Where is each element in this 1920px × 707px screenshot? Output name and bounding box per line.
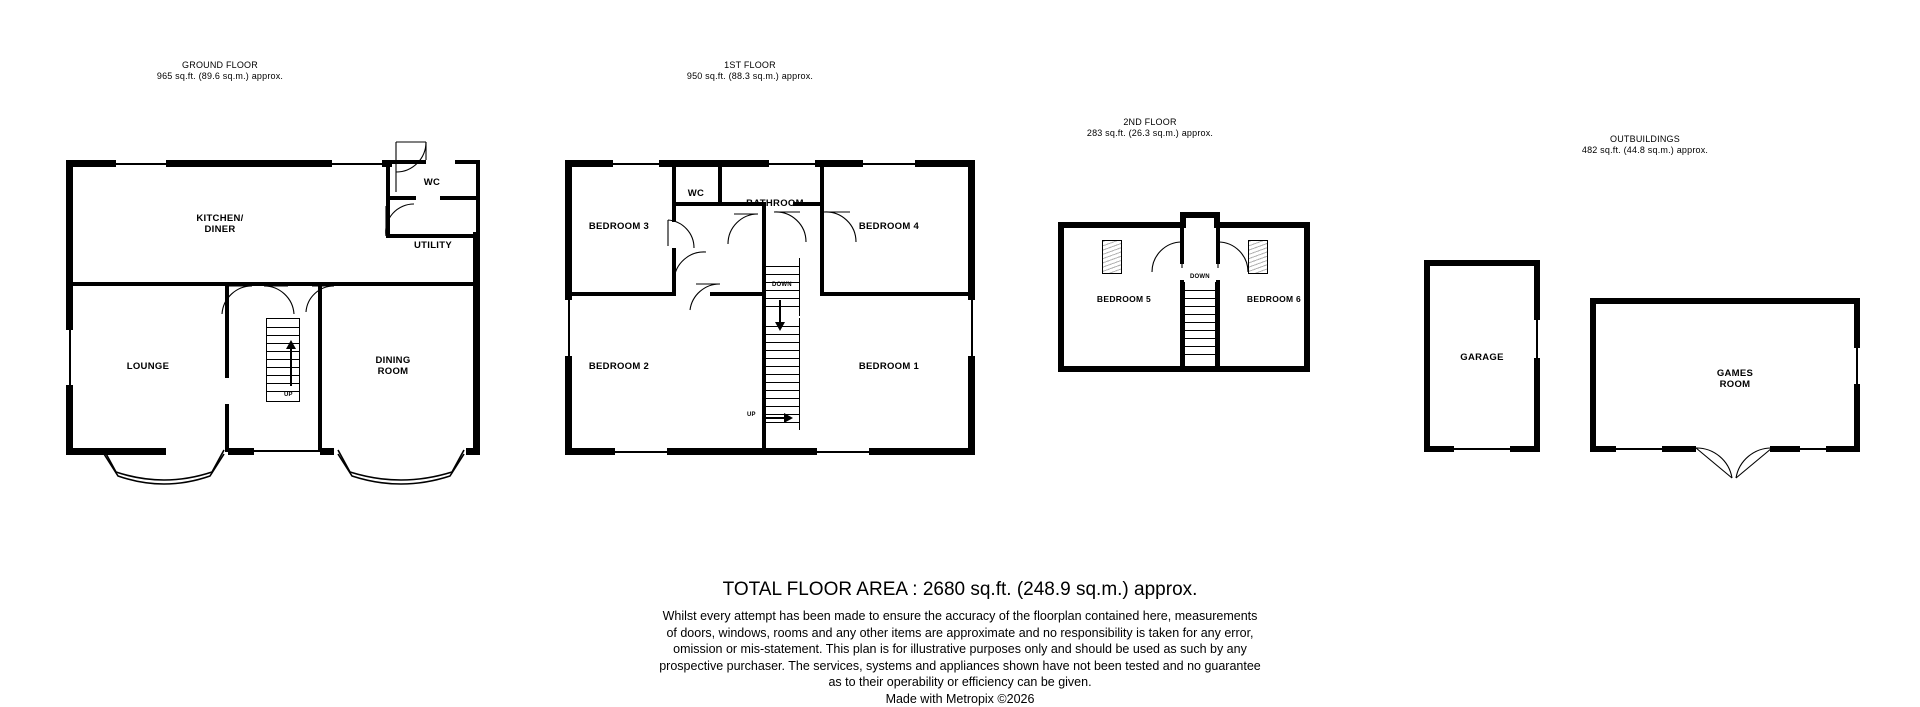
wall-segment bbox=[565, 448, 615, 455]
made-with-credit: Made with Metropix ©2026 bbox=[0, 691, 1920, 707]
stair-arrow-right-icon bbox=[784, 413, 793, 423]
room-label-dining-room: DINING ROOM bbox=[345, 355, 441, 377]
window bbox=[332, 163, 382, 165]
door-swing-icon bbox=[386, 140, 446, 198]
double-door-swing-icon bbox=[1694, 444, 1774, 484]
wall-segment bbox=[1590, 298, 1860, 304]
door-swing-icon bbox=[380, 196, 426, 240]
wall-segment bbox=[915, 160, 975, 167]
eaves-hatch bbox=[1102, 240, 1122, 274]
room-label-bedroom-3: BEDROOM 3 bbox=[560, 221, 678, 232]
stair-direction-line bbox=[764, 417, 786, 419]
internal-wall bbox=[820, 292, 975, 296]
staircase-up bbox=[762, 318, 800, 430]
disclaimer-line-4: prospective purchaser. The services, systems and appliances shown have not been tested and no guarantee bbox=[0, 658, 1920, 675]
room-label-garage: GARAGE bbox=[1432, 352, 1532, 363]
window bbox=[568, 300, 570, 356]
staircase-down bbox=[1184, 282, 1216, 366]
door-swing-icon bbox=[260, 284, 304, 318]
door-swing-icon bbox=[212, 284, 256, 318]
window bbox=[1536, 320, 1538, 358]
wall-segment bbox=[320, 448, 334, 455]
window bbox=[1800, 448, 1826, 450]
door-swing-icon bbox=[300, 284, 340, 318]
disclaimer-line-2: of doors, windows, rooms and any other items are approximate and no responsibility is taken for any error, bbox=[0, 625, 1920, 642]
wall-segment bbox=[228, 448, 254, 455]
wall-segment bbox=[1662, 446, 1696, 452]
stair-arrow-up-icon bbox=[286, 340, 296, 349]
staircase bbox=[266, 318, 300, 402]
wall-segment bbox=[66, 385, 73, 455]
bay-window bbox=[334, 448, 468, 488]
door-swing-icon bbox=[770, 206, 816, 248]
door-swing-icon bbox=[1212, 238, 1254, 278]
disclaimer-line-3: omission or mis-statement. This plan is for illustrative purposes only and should be used as such by any bbox=[0, 641, 1920, 658]
wall-segment bbox=[66, 160, 73, 270]
floor-title-second: 2ND FLOOR 283 sq.ft. (26.3 sq.m.) approx. bbox=[1050, 117, 1250, 139]
wall-segment bbox=[1424, 260, 1430, 452]
wall-segment bbox=[1826, 446, 1860, 452]
window bbox=[863, 163, 915, 165]
wall-segment bbox=[667, 448, 817, 455]
wall-segment bbox=[1854, 298, 1860, 348]
disclaimer-line-1: Whilst every attempt has been made to ensure the accuracy of the floorplan contained here, measurements bbox=[0, 608, 1920, 625]
room-label-lounge: LOUNGE bbox=[100, 361, 196, 372]
window bbox=[615, 451, 667, 453]
room-label-kitchen-diner: KITCHEN/ DINER bbox=[160, 213, 280, 235]
stair-direction-line bbox=[290, 348, 292, 386]
wall-segment bbox=[968, 356, 975, 455]
room-label-bedroom-4: BEDROOM 4 bbox=[830, 221, 948, 232]
footer-block bbox=[0, 578, 1920, 707]
floorplan-canvas: GROUND FLOOR 965 sq.ft. (89.6 sq.m.) approx. UP KITCHEN/ DINER WC UTILITY LOUNGE DINING ROOM 1ST FLOOR 950 sq.ft. (88.3 sq.m.) approx. DOWN UP BEDROOM 3 WC BATHROOM BEDROOM 4 BEDROOM 2 BEDROOM 1 2ND FLOOR 283 sq.ft. (26.3 sq.m.) approx. DOWN BEDROOM 5 BEDROOM 6 OUTBUILDINGS 482 sq.ft. (44.8 sq.m.) approx. GARAGE GAMES ROOM TOTAL FLOOR AREA : 2680 sq.ft. (248.9 sq.m.) approx. Whilst every attempt has been made to ensure the accuracy of the floorplan contained here, measurements of doors, windows, rooms and any other items are approximate and no responsibility is taken for any error, omission or mis-statement. This plan is for illustrative purposes only and should be used as such by any prospective purchaser. The services, systems and appliances shown have not been tested and no guarantee as to their operability or efficiency can be given. Made with Metropix ©2026 bbox=[0, 0, 1920, 700]
wall-segment bbox=[1854, 384, 1860, 452]
internal-wall bbox=[455, 160, 480, 164]
room-label-wc-first: WC bbox=[672, 188, 720, 199]
floor-title-first: 1ST FLOOR 950 sq.ft. (88.3 sq.m.) approx. bbox=[650, 60, 850, 82]
window bbox=[1856, 348, 1858, 384]
door-swing-icon bbox=[718, 208, 762, 248]
wall-segment bbox=[66, 160, 116, 167]
door-swing-icon bbox=[682, 280, 726, 312]
wall-segment bbox=[565, 160, 613, 167]
internal-wall bbox=[672, 202, 722, 206]
wall-segment bbox=[1590, 446, 1616, 452]
internal-wall bbox=[718, 160, 722, 206]
floor-title-ground: GROUND FLOOR 965 sq.ft. (89.6 sq.m.) approx. bbox=[120, 60, 320, 82]
wall-segment bbox=[1058, 222, 1064, 372]
window bbox=[254, 450, 320, 452]
room-label-bedroom-2: BEDROOM 2 bbox=[560, 361, 678, 372]
wall-segment bbox=[1770, 446, 1800, 452]
window bbox=[116, 163, 166, 165]
internal-wall bbox=[225, 404, 229, 452]
wall-segment bbox=[565, 160, 572, 260]
internal-wall bbox=[1216, 280, 1220, 370]
window bbox=[817, 451, 869, 453]
wall-segment bbox=[66, 270, 73, 330]
room-label-games-room: GAMES ROOM bbox=[1680, 368, 1790, 390]
wall-segment bbox=[1534, 358, 1540, 452]
room-label-utility: UTILITY bbox=[400, 240, 466, 251]
wall-segment bbox=[1058, 222, 1180, 228]
internal-wall bbox=[476, 160, 480, 238]
room-label-wc: WC bbox=[408, 177, 456, 188]
wall-segment bbox=[968, 160, 975, 260]
internal-wall bbox=[440, 196, 480, 200]
bay-window bbox=[100, 448, 228, 488]
room-label-bedroom-1: BEDROOM 1 bbox=[830, 361, 948, 372]
wall-segment bbox=[1424, 260, 1540, 266]
total-floor-area: TOTAL FLOOR AREA : 2680 sq.ft. (248.9 sq.m.) approx. bbox=[0, 578, 1920, 602]
wall-segment bbox=[1590, 298, 1596, 452]
room-label-bedroom-6: BEDROOM 6 bbox=[1224, 294, 1324, 305]
window bbox=[1616, 448, 1662, 450]
room-label-bathroom: BATHROOM bbox=[730, 198, 820, 209]
window bbox=[971, 300, 973, 356]
door-swing-icon bbox=[1146, 238, 1188, 278]
room-label-bedroom-5: BEDROOM 5 bbox=[1074, 294, 1174, 305]
wall-segment bbox=[1058, 366, 1310, 372]
wall-segment bbox=[869, 448, 975, 455]
garage-door bbox=[1454, 448, 1510, 450]
window bbox=[613, 163, 659, 165]
wall-segment bbox=[1510, 446, 1540, 452]
wall-segment bbox=[473, 290, 480, 455]
window bbox=[69, 330, 71, 385]
wall-segment bbox=[1534, 260, 1540, 320]
wall-segment bbox=[1214, 222, 1310, 228]
floor-title-outbuildings: OUTBUILDINGS 482 sq.ft. (44.8 sq.m.) approx. bbox=[1545, 134, 1745, 156]
disclaimer-line-5: as to their operability or efficiency can be given. bbox=[0, 674, 1920, 691]
wall-segment bbox=[1424, 446, 1454, 452]
wall-segment bbox=[166, 160, 332, 167]
window bbox=[769, 163, 815, 165]
internal-wall bbox=[565, 292, 675, 296]
